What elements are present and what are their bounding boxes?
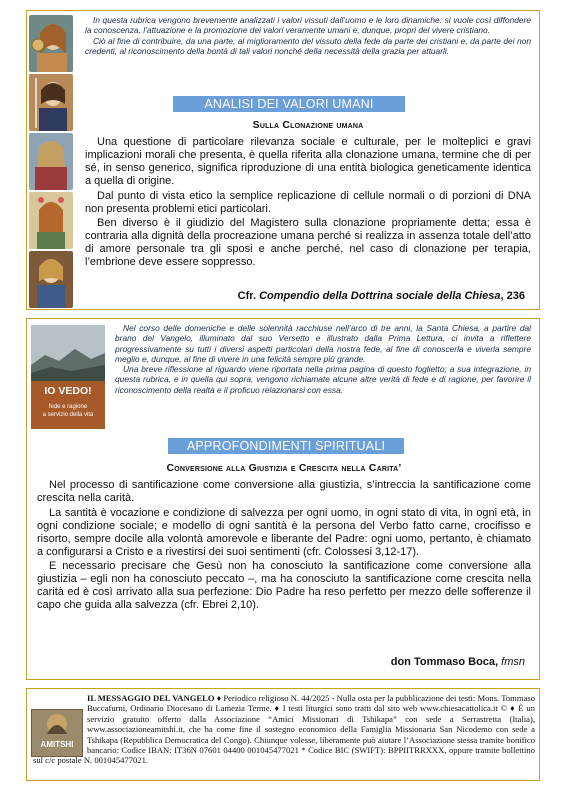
article-paragraph: Dal punto di vista etico la semplice replicazione di cellule normali o di porzioni di DNA non presenta problemi etici particolari.: [85, 189, 531, 215]
article-paragraph: E necessario precisare che Gesù non ha conosciuto la santificazione come conversione alla giustizia – egli non ha conosciuto peccato –, ma ha conosciuto la santificazione come crescita nella carità ed è così arrivato alla sua perfezione: Dio Padre ha reso perfetto per mezzo delle sofferenze il capo che guida alla salvezza (cfr. Ebrei 2,10).: [37, 560, 531, 612]
io-vedo-logo: [31, 325, 105, 429]
spiritual-section: [26, 318, 540, 680]
section-intro: [85, 15, 531, 56]
logo-title: IO VEDO!: [44, 385, 92, 397]
publication-details: ♦ Periodico religioso N. 44/2025 - Nulla osta per la pubblicazione dei testi: Mons. Tommaso Buccafurni, Ordinario Diocesano di Lamezia Terme. ♦ I testi liturgici sono tratti dal sito web www.chiesacattolica.it © ♦ È un servizio gratuito offerto dalla Associazione “Amici Missionari di Tshikapa” con sede a Serrastretta (Italia), www.associazioneamitshi.it, che ha come fine il sostegno economico della Famiglia Missionaria San Nicodemo con sede a Tshikapa (Repubblica Democratica del Congo). Chiunque volesse, liberamente può aiutare l’Associazione stessa tramite bonifico bancario: Codice IBAN: IT36N 07601 04400 001045477021 * Codice BIC (SWIFT): BPPIITRRXXX, oppure tramite bollettino sul c/c postale N. 001045477021.: [33, 693, 535, 766]
citation: [238, 290, 525, 302]
portrait-woman-flowers: [29, 192, 73, 249]
article-paragraph: Nel processo di santificazione come conversione alla giustizia, s’intreccia la santificazione come crescita nella carità.: [37, 479, 531, 504]
signature-name: don Tommaso Boca,: [390, 656, 502, 668]
portrait-woman-prayer: [29, 133, 73, 190]
logo-subtitle: [31, 403, 105, 419]
logo-spacer: [33, 693, 87, 753]
article-body: [37, 479, 531, 614]
portrait-woman-mirror: [29, 15, 73, 72]
section-subtitle: Conversione alla Giustizia e Crescita nella Carita’: [166, 462, 402, 474]
section-banner: APPROFONDIMENTI SPIRITUALI: [168, 438, 404, 454]
section-intro: [115, 323, 531, 395]
intro-paragraph: Ciò al fine di contribuire, da una parte, al miglioramento del vissuto della fede da parte dei cristiani e, da parte dei non credenti, al riconoscimento della bontà di tali valori nonché della necessità della grazia per attuarli.: [85, 35, 531, 56]
publication-name: IL MESSAGGIO DEL VANGELO: [87, 693, 215, 703]
publication-footer: [26, 688, 540, 781]
section-subtitle: Sulla Clonazione umana: [252, 119, 364, 131]
portrait-woman-sword: [29, 74, 73, 131]
citation-title: Compendio della Dottrina sociale della Chiesa: [259, 290, 501, 302]
article-paragraph: Ben diverso è il giudizio del Magistero sulla clonazione propriamente detta; essa è contraria alla dignità della procreazione umana perché si realizza in assenza totale dell’atto di amore personale tra gli sposi e anche perché, nel caso di clonazione per terapia, l’embrione deve essere soppresso.: [85, 217, 531, 269]
signature-order: fmsn: [501, 656, 525, 668]
intro-paragraph: Nel corso delle domeniche e delle solennità racchiuse nell’arco di tre anni, la Santa Chiesa, a partire dal brano del Vangelo, illuminato dal suo Versetto e illustrato dalla Prima Lettura, ci invita a riflettere progressivamente su tutti i diversi aspetti particolari della nostra fede, al fine di conoscerla e viverla sempre meglio e, dunque, al fine di vivere in una felicità sempre più grande.: [115, 323, 531, 364]
intro-paragraph: Una breve riflessione al riguardo viene riportata nella prima pagina di questo foglietto; a sua integrazione, in questa rubrica, e in quella qui sopra, vengono richiamate alcune altre verità di fede e di ragione, per favorire il riconoscimento della realtà e il proficuo relazionarsi con essa.: [115, 364, 531, 395]
section-banner: ANALISI DEI VALORI UMANI: [173, 96, 405, 112]
article-body: [85, 136, 531, 271]
article-paragraph: La santità è vocazione e condizione di salvezza per ogni uomo, in ogni stato di vita, in ogni età, in ogni condizione sociale; e modello di ogni santità è la persona del Verbo fatto carne, crocifisso e risorto, sempre docile alla volontà amorevole e liberante del Padre: ogni uomo, pertanto, è chiamato a configurarsi a Cristo e a rivestirsi dei suoi sentimenti (cfr. Colossesi 3,12-17).: [37, 506, 531, 558]
footer-text: [33, 693, 535, 766]
article-paragraph: Una questione di particolare rilevanza sociale e culturale, per le molteplici e gravi implicazioni morali che presenta, è quella riferita alla clonazione umana, termine che di per sé, in senso generico, significa riproduzione di una entità biologica geneticamente identica a quella di origine.: [85, 136, 531, 187]
logo-text: AMITSHI: [40, 740, 74, 749]
human-values-section: [26, 10, 540, 310]
signature: [391, 656, 525, 668]
citation-suffix: , 236: [500, 290, 525, 302]
logo-subtitle-line: a servizio della vita: [42, 412, 94, 418]
intro-paragraph: In questa rubrica vengono brevemente analizzati i valori vissuti dall’uomo e le loro dinamiche: si vuole così diffondere la conoscenza, l’attuazione e la promozione dei valori veramente umani e, dunque, propri del vivere cristiano.: [85, 15, 531, 36]
portrait-woman-hands: [29, 251, 73, 308]
portrait-column: [29, 15, 73, 310]
citation-prefix: Cfr.: [237, 290, 260, 302]
logo-subtitle-line: fede e ragione: [48, 404, 88, 410]
